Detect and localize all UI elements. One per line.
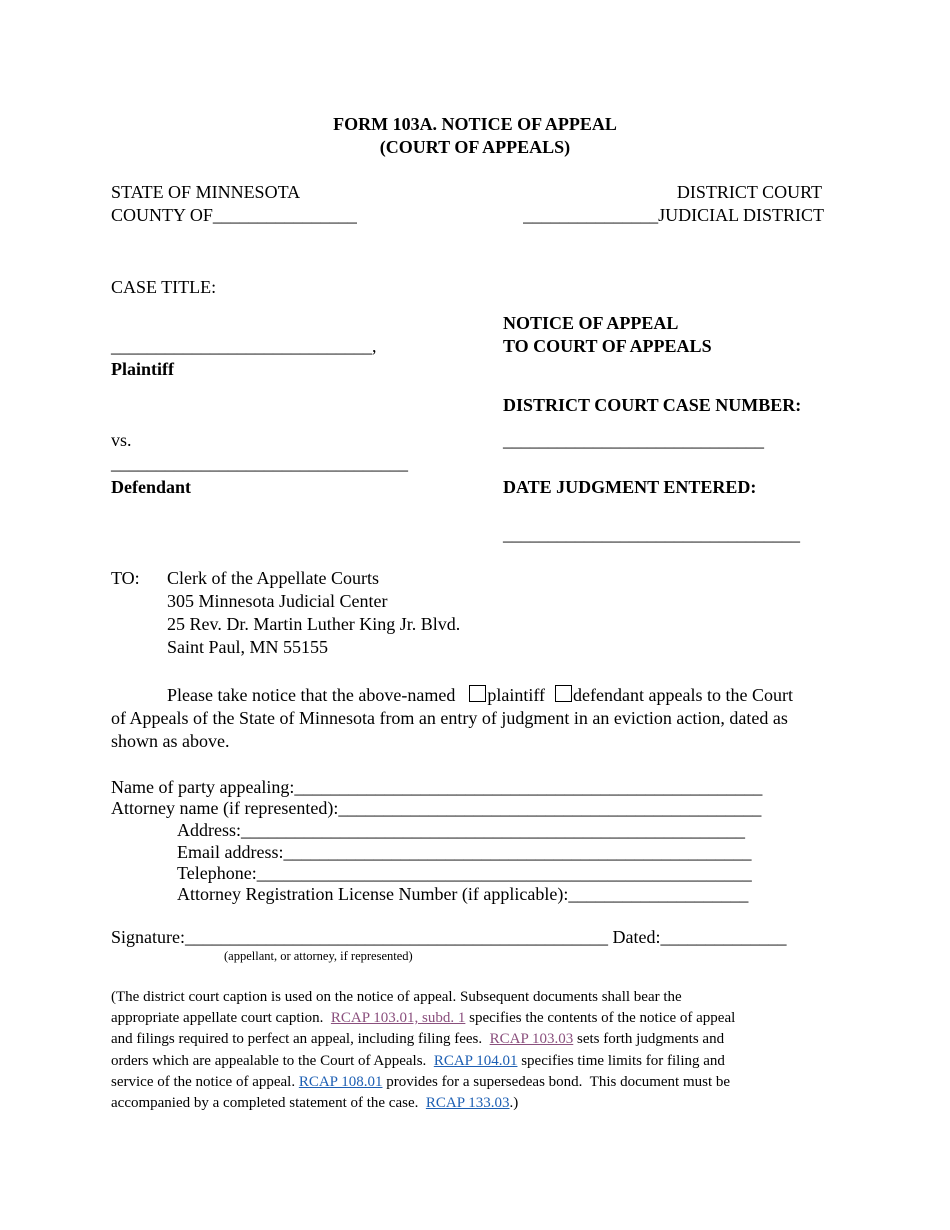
notice-intro: Please take notice that the above-named (167, 685, 456, 705)
footnote-line-3 (111, 1029, 724, 1050)
footnote-text: provides for a supersedeas bond. This document must be (382, 1074, 731, 1090)
attorney-name-field[interactable]: Attorney name (if represented):_______________________________________________ (111, 798, 762, 818)
defendant-option-label: defendant (573, 685, 645, 705)
footnote-text: specifies the contents of the notice of appeal (465, 1010, 736, 1026)
court-label: DISTRICT COURT (676, 182, 822, 202)
rcap-108-01-link[interactable]: RCAP 108.01 (298, 1074, 383, 1090)
rcap-104-01-link[interactable]: RCAP 104.01 (433, 1053, 518, 1069)
to-label: TO: (111, 568, 140, 588)
vs-label: vs. (111, 430, 132, 450)
notice-line-2: of Appeals of the State of Minnesota from an entry of judgment in an eviction action, dated as (111, 708, 788, 728)
signature-note: (appellant, or attorney, if represented) (224, 949, 413, 963)
address-line-3: 25 Rev. Dr. Martin Luther King Jr. Blvd. (167, 614, 461, 634)
footnote-text: and filings required to perfect an appeal, including filing fees. (111, 1031, 490, 1047)
notice-text: appeals to the Court (644, 685, 793, 705)
license-number-field[interactable]: Attorney Registration License Number (if applicable):____________________ (177, 884, 749, 904)
form-title: FORM 103A. NOTICE OF APPEAL (333, 114, 617, 134)
address-line-4: Saint Paul, MN 55155 (167, 637, 329, 657)
case-title-label: CASE TITLE: (111, 277, 217, 297)
footnote-text: .) (509, 1095, 519, 1111)
case-number-label: DISTRICT COURT CASE NUMBER: (503, 395, 802, 415)
date-judgment-field[interactable]: _________________________________ (503, 524, 800, 544)
form-subtitle: (COURT OF APPEALS) (379, 137, 571, 157)
footnote-line-2 (111, 1008, 735, 1029)
rcap-103-01-link[interactable]: RCAP 103.01, subd. 1 (330, 1010, 466, 1026)
plaintiff-label: Plaintiff (111, 359, 174, 379)
footnote-text: appropriate appellate court caption. (111, 1010, 331, 1026)
party-name-field[interactable]: Name of party appealing:____________________________________________________ (111, 777, 763, 797)
address-line-2: 305 Minnesota Judicial Center (167, 591, 388, 611)
county-field[interactable]: COUNTY OF________________ (111, 205, 357, 225)
footnote-text: accompanied by a completed statement of the case. (111, 1095, 426, 1111)
rcap-103-03-link[interactable]: RCAP 103.03 (489, 1031, 574, 1047)
telephone-field[interactable]: Telephone:_______________________________________________________ (177, 863, 752, 883)
case-number-field[interactable]: _____________________________ (503, 430, 764, 450)
notice-heading-line2: TO COURT OF APPEALS (503, 336, 712, 356)
notice-heading-line1: NOTICE OF APPEAL (503, 313, 679, 333)
footnote-line-1: (The district court caption is used on the notice of appeal. Subsequent documents shall bear the (111, 989, 682, 1005)
plaintiff-checkbox[interactable] (469, 685, 486, 702)
defendant-checkbox[interactable] (555, 685, 572, 702)
address-line-1: Clerk of the Appellate Courts (167, 568, 379, 588)
footnote-text: service of the notice of appeal. (111, 1074, 299, 1090)
footnote-text: orders which are appealable to the Court of Appeals. (111, 1053, 434, 1069)
footnote-line-4 (111, 1051, 725, 1072)
address-field[interactable]: Address:________________________________________________________ (177, 820, 745, 840)
footnote-text: specifies time limits for filing and (517, 1053, 725, 1069)
state-label: STATE OF MINNESOTA (111, 182, 301, 202)
notice-line-1 (167, 684, 793, 707)
footnote-line-5 (111, 1072, 730, 1093)
plaintiff-field[interactable]: _____________________________, (111, 336, 377, 356)
notice-line-3: shown as above. (111, 731, 230, 751)
judicial-district-field[interactable]: _______________JUDICIAL DISTRICT (523, 205, 824, 225)
signature-field[interactable]: Signature:_______________________________________________ Dated:______________ (111, 927, 787, 947)
date-judgment-label: DATE JUDGMENT ENTERED: (503, 477, 757, 497)
defendant-label: Defendant (111, 477, 191, 497)
defendant-field[interactable]: _________________________________ (111, 453, 408, 473)
rcap-133-03-link[interactable]: RCAP 133.03 (425, 1095, 510, 1111)
email-field[interactable]: Email address:____________________________________________________ (177, 842, 752, 862)
footnote-text: sets forth judgments and (573, 1031, 725, 1047)
footnote-line-6 (111, 1093, 518, 1114)
plaintiff-option-label: plaintiff (487, 685, 546, 705)
